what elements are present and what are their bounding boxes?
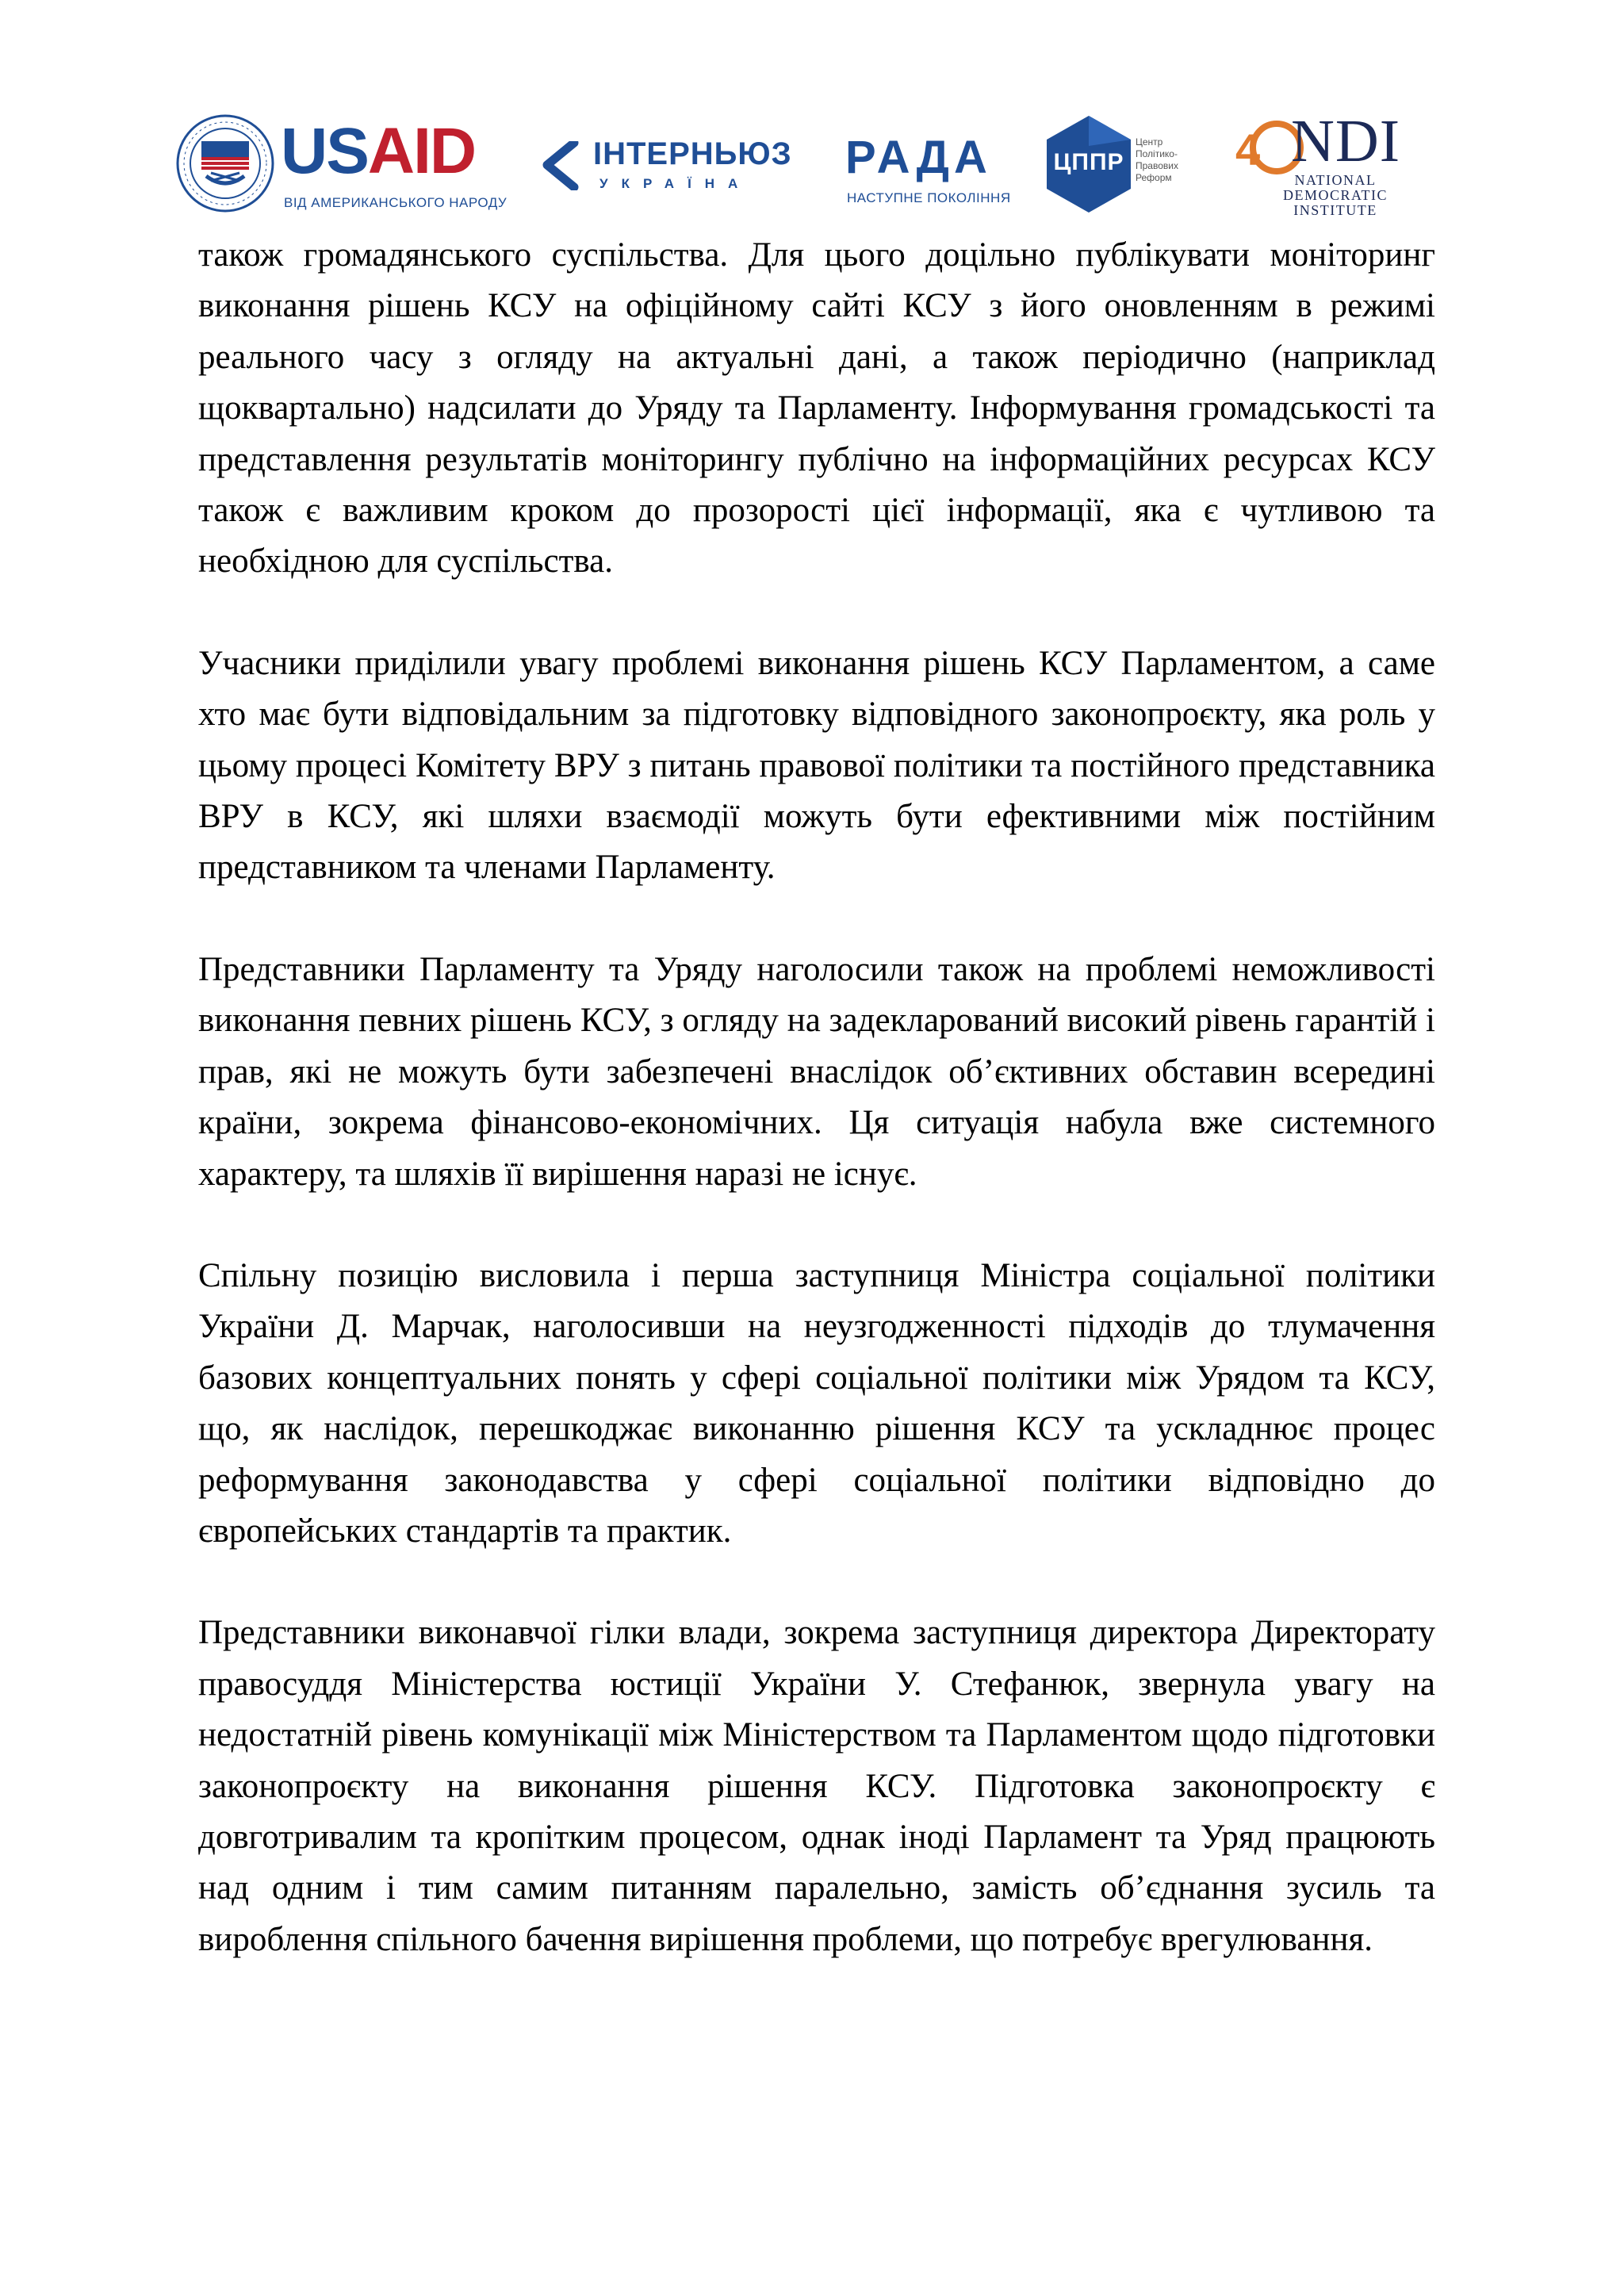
cppr-name-line: Реформ <box>1136 172 1172 183</box>
body-paragraph: Представники виконавчої гілки влади, зокрема заступниця директора Директорату правосуддя Міністерства юстиції України У. Стефанюк, звернула увагу на недостатній рівень комунікації між Міністерством та Парламентом щодо підготовки законопроєкту на виконання рішення КСУ. Підготовка законопроєкту є довготривалим та кропітким процесом, однак іноді Парламент та Уряд працюють над одним і тим самим питанням паралельно, замість об’єднання зусиль та вироблення спільного бачення вирішення проблеми, що потребує врегулювання. <box>198 1614 1435 1958</box>
cppr-full-name <box>1136 136 1212 184</box>
body-paragraph: Учасники приділили увагу проблемі виконання рішень КСУ Парламентом, а саме хто має бути відповідальним за підготовку відповідного законопроєкту, яка роль у цьому процесі Комітету ВРУ з питань правової політики та постійного представника ВРУ в КСУ, які шляхи взаємодії можуть бути ефективними між постійним представником та членами Парламенту. <box>198 644 1435 887</box>
internews-logo <box>539 138 809 209</box>
svg-text:4: 4 <box>1235 125 1261 174</box>
rada-name: РАДА <box>845 132 992 183</box>
rada-tagline: НАСТУПНЕ ПОКОЛІННЯ <box>847 190 1011 205</box>
body-paragraph: також громадянського суспільства. Для цього доцільно публікувати моніторинг виконання рішень КСУ на офіційному сайті КСУ з його оновленням в режимі реального часу з огляду на актуальні дані, а також періодично (наприклад щоквартально) надсилати до Уряду та Парламенту. Інформування громадськості та представлення результатів моніторингу публічно на інформаційних ресурсах КСУ також є важливим кроком до прозорості цієї інформації, яка є чутливою та необхідною для суспільства. <box>198 236 1435 581</box>
ndi-name-line: NATIONAL <box>1294 172 1377 188</box>
usaid-logo <box>176 114 508 217</box>
body-paragraph: Спільну позицію висловила і перша заступниця Міністра соціальної політики України Д. Марчак, наголосивши на неузгодженності підходів до тлумачення базових концептуальних понять у сфері соціальної політики між Урядом та КСУ, що, як наслідок, перешкоджає виконанню рішення КСУ та ускладнює процес реформування законодавства у сфері соціальної політики відповідно до європейських стандартів та практик. <box>198 1256 1435 1550</box>
cppr-name-line: Політико- <box>1136 148 1178 159</box>
ndi-name-line: DEMOCRATIC <box>1282 187 1388 203</box>
partner-logos-bar <box>0 103 1624 222</box>
usaid-tagline: ВІД АМЕРИКАНСЬКОГО НАРОДУ <box>284 195 508 210</box>
cppr-name-line: Правових <box>1136 160 1178 171</box>
body-paragraph: Представники Парламенту та Уряду наголосили також на проблемі неможливості виконання певних рішень КСУ, з огляду на задекларований високий рівень гарантій і прав, які не можуть бути забезпечені внаслідок об’єктивних обставин всередині країни, зокрема фінансово-економічних. Ця ситуація набула вже системного характеру, та шляхів її вирішення наразі не існує. <box>198 950 1435 1193</box>
rada-logo <box>845 132 1012 214</box>
usaid-seal-icon <box>176 114 274 213</box>
internews-chevron-icon <box>539 141 584 190</box>
cppr-name-line: Центр <box>1136 136 1163 148</box>
usaid-wordmark: USAID <box>281 115 476 187</box>
ndi-full-name <box>1264 173 1407 218</box>
document-body <box>198 230 1435 2016</box>
cppr-logo <box>1045 114 1212 217</box>
cppr-abbr: ЦППР <box>1053 149 1124 175</box>
internews-name: ІНТЕРНЬЮЗ <box>593 136 792 171</box>
ndi-name: NDI <box>1291 108 1401 174</box>
ndi-logo <box>1232 108 1415 222</box>
ndi-name-line: INSTITUTE <box>1293 202 1377 218</box>
internews-country: УКРАЇНА <box>599 176 752 191</box>
